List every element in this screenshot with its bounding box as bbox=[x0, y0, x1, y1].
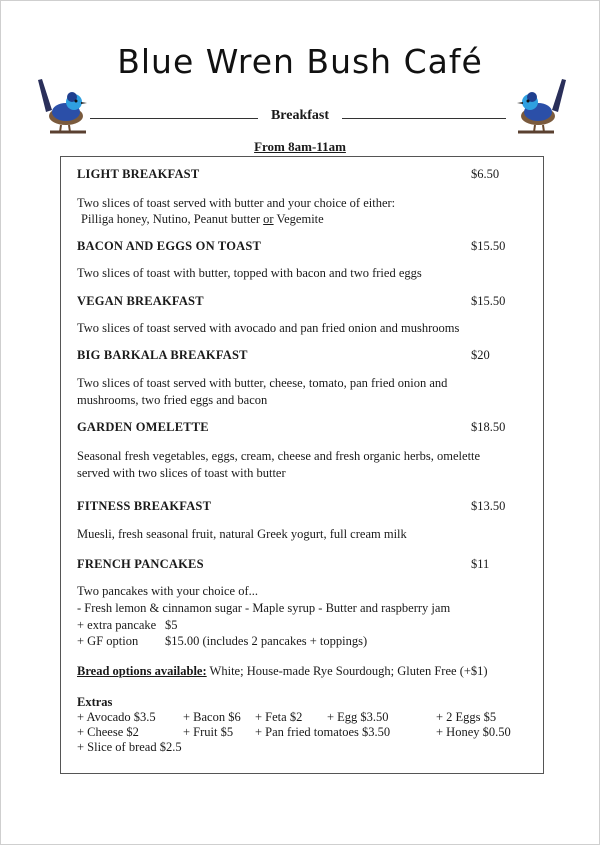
extra-item: + Avocado $3.5 bbox=[77, 710, 156, 724]
extra-item: + Feta $2 bbox=[255, 710, 303, 724]
bread-options: Bread options available: White; House-made Rye Sourdough; Gluten Free (+$1) bbox=[77, 664, 488, 678]
gf-option-price: $15.00 (includes 2 pancakes + toppings) bbox=[165, 634, 368, 648]
item-description: Two slices of toast served with avocado and pan fried onion and mushrooms bbox=[77, 321, 460, 335]
item-name: FITNESS BREAKFAST bbox=[77, 499, 212, 513]
serving-hours: From 8am-11am bbox=[254, 139, 346, 154]
blue-wren-bird-icon bbox=[36, 72, 96, 136]
divider-right bbox=[342, 118, 506, 119]
extra-pancake-price: $5 bbox=[165, 618, 178, 632]
item-description: Two slices of toast served with butter, cheese, tomato, pan fried onion and mushrooms, two fried eggs and bacon bbox=[77, 376, 448, 407]
item-price: $13.50 bbox=[471, 499, 506, 513]
item-price: $6.50 bbox=[471, 167, 500, 181]
item-name: FRENCH PANCAKES bbox=[77, 557, 204, 571]
item-price: $11 bbox=[471, 557, 490, 571]
item-description: Seasonal fresh vegetables, eggs, cream, cheese and fresh organic herbs, omelette served with two slices of toast with butter bbox=[77, 449, 481, 480]
item-name: GARDEN OMELETTE bbox=[77, 420, 209, 434]
item-price: $18.50 bbox=[471, 420, 506, 434]
extra-item: + Egg $3.50 bbox=[327, 710, 389, 724]
extra-item: + Pan fried tomatoes $3.50 bbox=[255, 725, 391, 739]
section-title: Breakfast bbox=[270, 108, 330, 123]
item-name: VEGAN BREAKFAST bbox=[77, 294, 204, 308]
extras-title: Extras bbox=[77, 695, 113, 709]
extra-item: + Honey $0.50 bbox=[436, 725, 511, 739]
item-name: BIG BARKALA BREAKFAST bbox=[77, 348, 248, 362]
divider-left bbox=[90, 118, 258, 119]
extra-pancake-label: + extra pancake bbox=[77, 618, 157, 632]
extra-item: + Bacon $6 bbox=[183, 710, 241, 724]
cafe-title: Blue Wren Bush Café bbox=[117, 42, 483, 81]
item-description: Two slices of toast with butter, topped with bacon and two fried eggs bbox=[77, 266, 422, 280]
item-name: BACON AND EGGS ON TOAST bbox=[77, 239, 262, 253]
item-description: Muesli, fresh seasonal fruit, natural Greek yogurt, full cream milk bbox=[77, 527, 407, 541]
item-name: LIGHT BREAKFAST bbox=[77, 167, 200, 181]
blue-wren-bird-icon bbox=[508, 72, 568, 136]
item-price: $15.50 bbox=[471, 239, 506, 253]
item-description: Two slices of toast served with butter and your choice of either: bbox=[77, 196, 396, 210]
item-price: $15.50 bbox=[471, 294, 506, 308]
item-options: Pilliga honey, Nutino, Peanut butter or Vegemite bbox=[81, 212, 324, 226]
extra-item: + Cheese $2 bbox=[77, 725, 139, 739]
extra-item: + Fruit $5 bbox=[183, 725, 234, 739]
extra-item: + 2 Eggs $5 bbox=[436, 710, 497, 724]
item-price: $20 bbox=[471, 348, 490, 362]
item-description: Two pancakes with your choice of... bbox=[77, 584, 259, 598]
gf-option-label: + GF option bbox=[77, 634, 139, 648]
extra-item: + Slice of bread $2.5 bbox=[77, 740, 182, 754]
pancake-choices: - Fresh lemon & cinnamon sugar - Maple syrup - Butter and raspberry jam bbox=[77, 601, 451, 615]
